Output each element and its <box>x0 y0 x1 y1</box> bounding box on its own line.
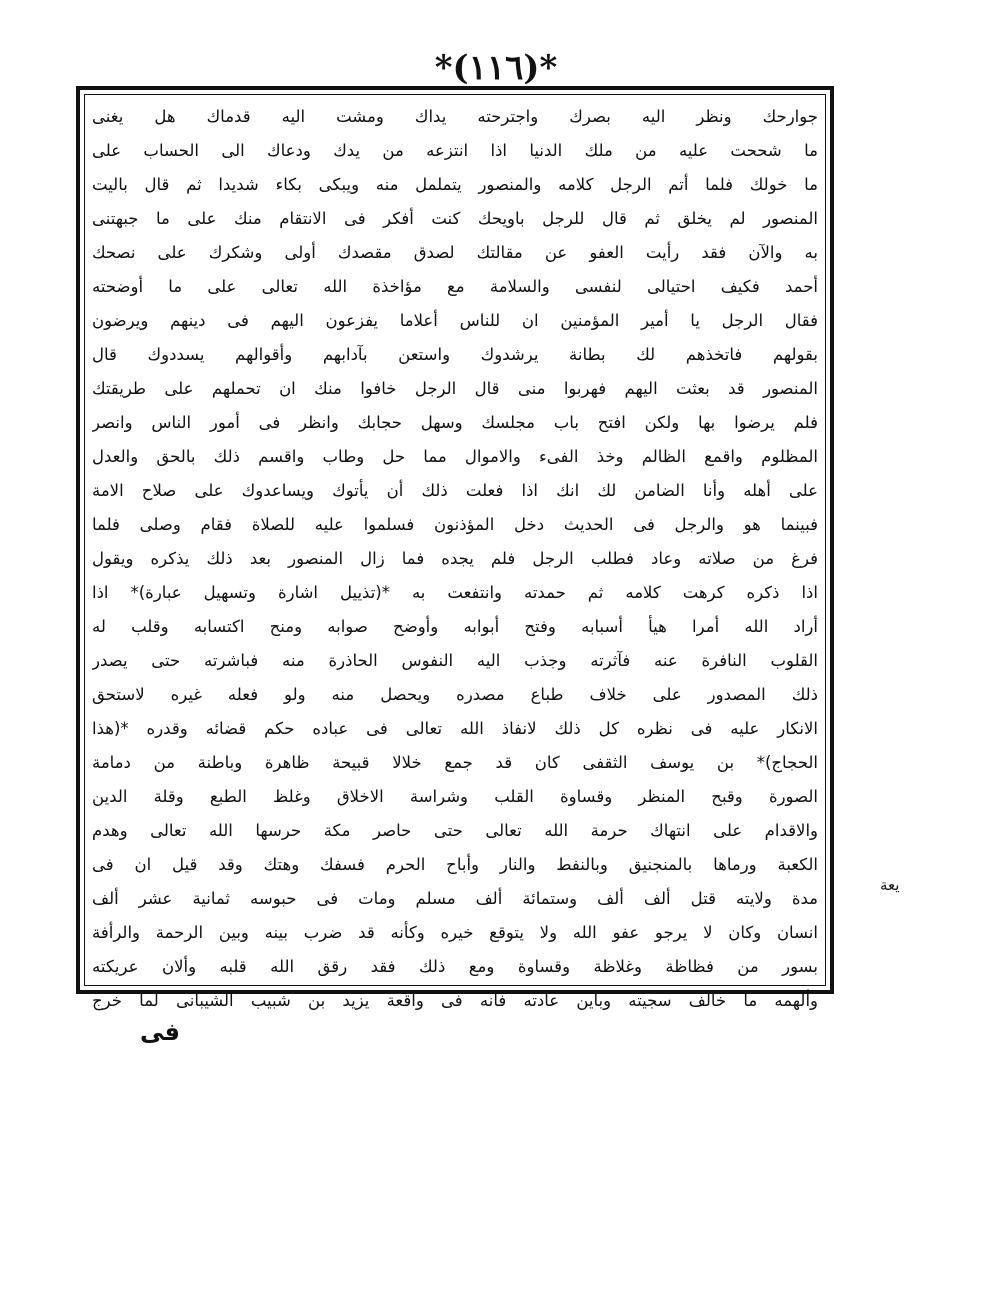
margin-note: يعة <box>880 876 900 894</box>
text-line: على أهله وأنا الضامن لك انك اذا فعلت ذلك أن يأتوك ويساعدوك على صلاح الامة <box>92 481 818 500</box>
text-line: الحجاج)* بن يوسف الثقفى كان قد جمع خلالا قبيحة ظاهرة وباطنة من دمامة <box>92 753 818 772</box>
text-line: أراد الله أمرا هيأ أسبابه وفتح أبوابه وأوضح صوابه ومنح اكتسابه وقلب له <box>92 617 818 636</box>
text-line: اذا ذكره كرهت كلامه ثم حمدته وانتفعت به *(تذييل اشارة وتسهيل عبارة)* اذا <box>92 583 818 602</box>
text-line: ذلك المصدور على خلاف طباع مصدره ويحصل منه ولو فعله غيره لاستحق <box>92 685 818 704</box>
text-line: مدة ولايته قتل ألف ألف وستمائة ألف مسلم ومات فى حبوسه ثمانية عشر ألف <box>92 889 818 908</box>
text-line: فقال الرجل يا أمير المؤمنين ان للناس أعلاما يفزعون اليهم فى دينهم ويرضون <box>92 311 818 330</box>
text-line: الانكار عليه فى نظره كل ذلك لانفاذ الله تعالى فى عباده حكم قضائه وقدره *(هذا <box>92 719 818 738</box>
text-line: فرغ من صلاته وعاد فطلب الرجل فلم يجده فما زال المنصور بعد ذلك يذكره ويقول <box>92 549 818 568</box>
text-line: فبينما هو والرجل فى الحديث دخل المؤذنون فسلموا عليه للصلاة فقام وصلى فلما <box>92 515 818 534</box>
text-body <box>92 100 818 1010</box>
text-line: به والآن فقد رأيت العفو عن مقالتك لصدق مقصدك أولى وشكرك على نصحك <box>92 243 818 262</box>
text-line: بسور من فظاظة وغلاظة وقساوة ومع ذلك فقد رقق الله قلبه وألان عريكته <box>92 957 818 976</box>
text-line: الكعبة ورماها بالمنجنيق وبالنفط والنار وأباح الحرم فسفك وهتك وقد قيل ان فى <box>92 855 818 874</box>
text-line: أحمد فكيف احتيالى لنفسى والسلامة مع مؤاخذة الله تعالى على ما أوضحته <box>92 277 818 296</box>
text-line: المظلوم واقمع الظالم وخذ الفىء والاموال مما حل وطاب واقسم ذلك بالحق والعدل <box>92 447 818 466</box>
text-line: ما شححت عليه من ملك الدنيا اذا انتزعه من يدك ودعاك الى الحساب على <box>92 141 818 160</box>
text-line: وألهمه ما خالف سجيته وباين عادته فانه فى واقعة يزيد بن شبيب الشيبانى لما خرج <box>92 991 818 1010</box>
text-line: انسان وكان لا يرجو عفو الله ولا يتوقع خيره وكأنه قد ضرب بينه وبين الرحمة والرأفة <box>92 923 818 942</box>
text-line: المنصور قد بعثت اليهم فهربوا منى قال الرجل خافوا منك ان تحملهم على طريقتك <box>92 379 818 398</box>
text-line: المنصور لم يخلق ثم قال للرجل باويحك كنت أفكر فى الانتقام منك على ما جبهتنى <box>92 209 818 228</box>
text-line: القلوب النافرة عنه فآثرته وجذب اليه النفوس الحاذرة منه فباشرته حتى يصدر <box>92 651 818 670</box>
text-line: الصورة وقبح المنظر وقساوة القلب وشراسة الاخلاق وغلظ الطبع وقلة الدين <box>92 787 818 806</box>
page-number: *(١١٦)* <box>434 48 558 88</box>
text-line: بقولهم فاتخذهم لك بطانة يرشدوك واستعن بآدابهم وأقوالهم يسددوك قال <box>92 345 818 364</box>
text-line: جوارحك ونظر اليه بصرك واجترحته يداك ومشت اليه قدماك هل يغنى <box>92 107 818 126</box>
text-line: فلم يرضوا بها ولكن افتح باب مجلسك وسهل حجابك وانظر فى أمور الناس وانصر <box>92 413 818 432</box>
catchword: فى <box>140 1018 180 1046</box>
text-line: والاقدام على انتهاك حرمة الله تعالى حتى حاصر مكة حرسها الله تعالى وهدم <box>92 821 818 840</box>
text-line: ما خولك فلما أتم الرجل كلامه والمنصور يتململ منه ويبكى بكاء شديدا ثم قال باليت <box>92 175 818 194</box>
